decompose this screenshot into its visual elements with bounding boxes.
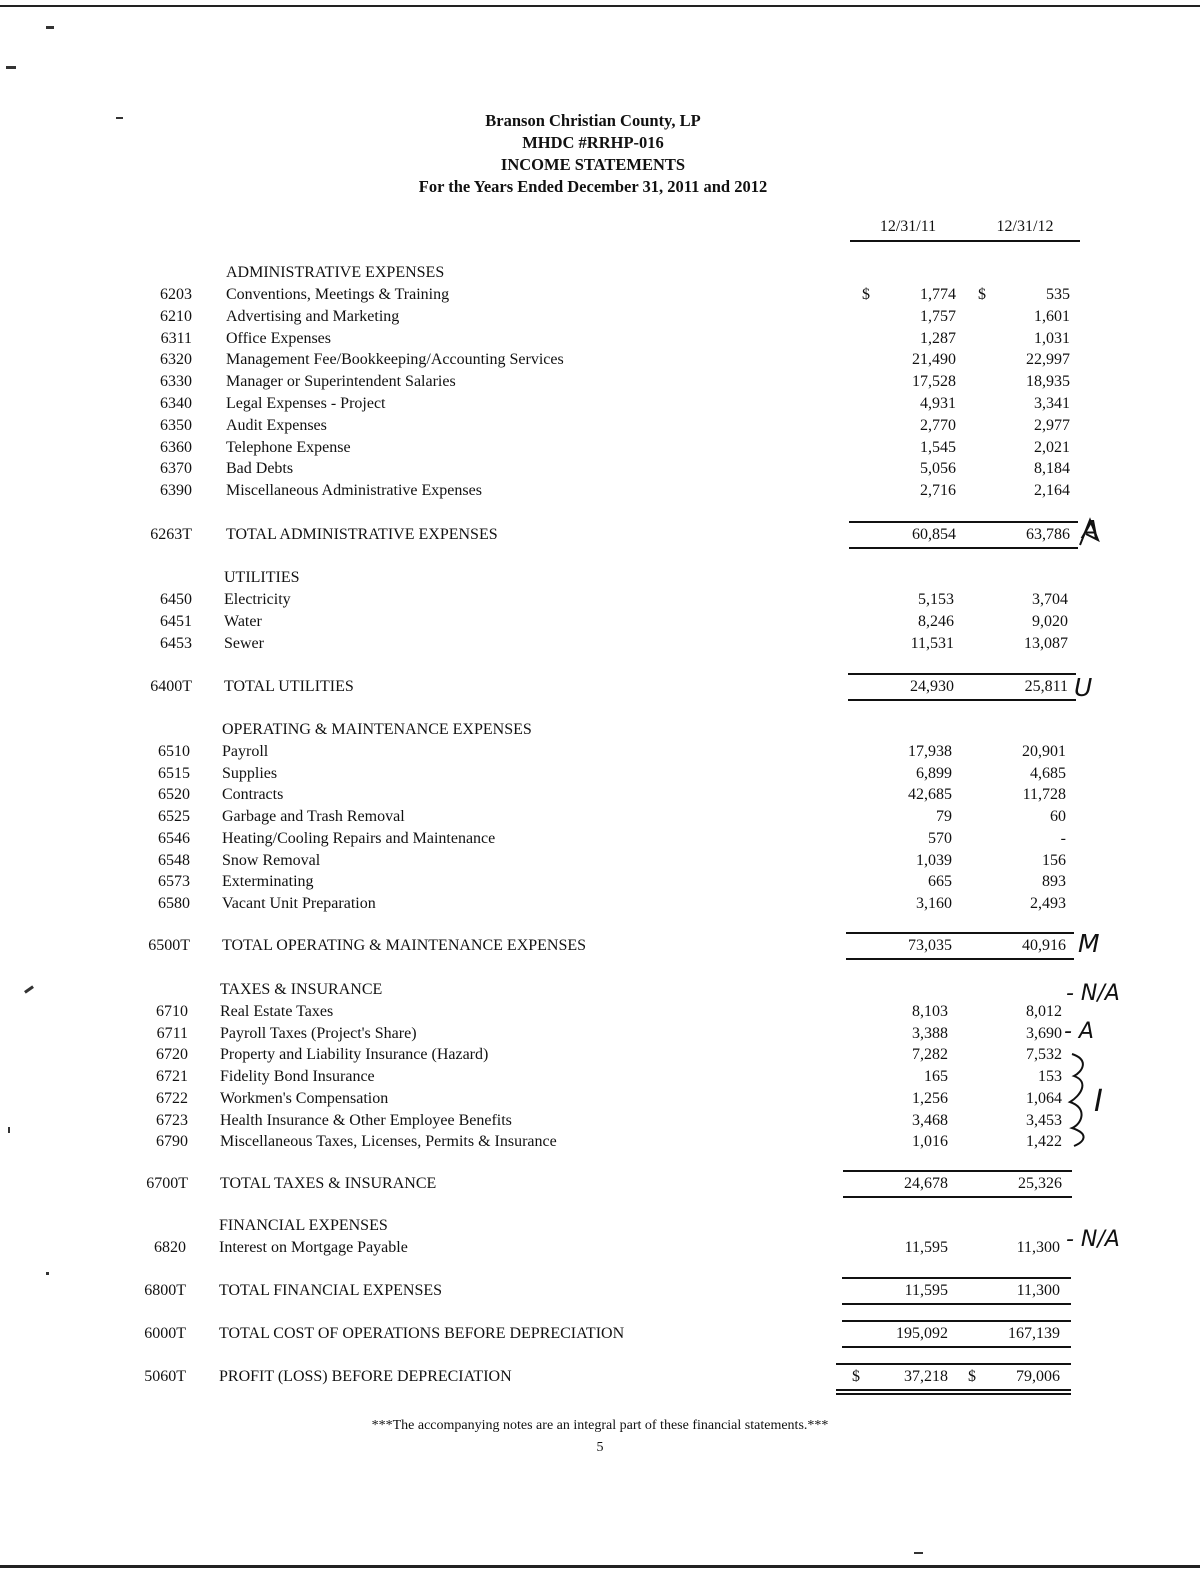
account-label: Telephone Expense bbox=[226, 439, 351, 456]
account-code: 6710 bbox=[156, 1003, 188, 1020]
account-label: Real Estate Taxes bbox=[220, 1003, 334, 1020]
account-code: 6360 bbox=[160, 439, 192, 456]
handwritten-note-interest: - N/A bbox=[1066, 1227, 1120, 1252]
account-label: Sewer bbox=[224, 635, 264, 652]
value-2012: 2,164 bbox=[1034, 482, 1070, 499]
account-code: 6340 bbox=[160, 395, 192, 412]
value-2011: 24,678 bbox=[904, 1175, 948, 1192]
section-heading: OPERATING & MAINTENANCE EXPENSES bbox=[222, 721, 532, 738]
account-label: TOTAL UTILITIES bbox=[224, 678, 354, 695]
account-label: PROFIT (LOSS) BEFORE DEPRECIATION bbox=[219, 1368, 512, 1385]
account-code: 6320 bbox=[160, 351, 192, 368]
value-2012: 535 bbox=[1046, 286, 1070, 303]
account-label: TOTAL ADMINISTRATIVE EXPENSES bbox=[226, 526, 498, 543]
handwritten-note-payroll-taxes: - A bbox=[1064, 1019, 1094, 1044]
value-2012: 7,532 bbox=[1026, 1046, 1062, 1063]
account-label: TOTAL OPERATING & MAINTENANCE EXPENSES bbox=[222, 937, 587, 954]
value-2012: 25,326 bbox=[1018, 1175, 1062, 1192]
account-code: 6711 bbox=[156, 1025, 188, 1042]
account-code: 6573 bbox=[158, 873, 190, 890]
handwritten-note-real-estate: - N/A bbox=[1066, 981, 1120, 1006]
account-label: Fidelity Bond Insurance bbox=[220, 1068, 375, 1085]
currency-symbol: $ bbox=[862, 286, 870, 303]
statement-period: For the Years Ended December 31, 2011 and 2012 bbox=[418, 177, 768, 196]
account-code: 6500T bbox=[148, 937, 190, 954]
account-code: 6723 bbox=[156, 1112, 188, 1129]
account-code: 6450 bbox=[160, 591, 192, 608]
account-code: 6721 bbox=[156, 1068, 188, 1085]
account-code: 6453 bbox=[160, 635, 192, 652]
account-code: 6263T bbox=[150, 526, 192, 543]
account-label: Conventions, Meetings & Training bbox=[226, 286, 450, 303]
value-2012: 167,139 bbox=[1008, 1325, 1060, 1342]
value-2012: 63,786 bbox=[1026, 526, 1070, 543]
account-code: 6722 bbox=[156, 1090, 188, 1107]
value-2012: 22,997 bbox=[1026, 351, 1070, 368]
account-code: 6330 bbox=[160, 373, 192, 390]
currency-symbol: $ bbox=[968, 1368, 976, 1385]
value-2011: 1,287 bbox=[920, 330, 956, 347]
statement-title: INCOME STATEMENTS bbox=[500, 155, 686, 174]
account-label: Electricity bbox=[224, 591, 291, 608]
value-2011: 8,103 bbox=[912, 1003, 948, 1020]
account-code: 6390 bbox=[160, 482, 192, 499]
account-label: Property and Liability Insurance (Hazard) bbox=[220, 1046, 489, 1063]
account-label: TOTAL FINANCIAL EXPENSES bbox=[219, 1282, 443, 1299]
value-2012: 25,811 bbox=[1024, 678, 1068, 695]
account-label: Water bbox=[224, 613, 262, 630]
account-code: 6000T bbox=[144, 1325, 186, 1342]
account-code: 6546 bbox=[158, 830, 190, 847]
account-label: Payroll Taxes (Project's Share) bbox=[220, 1025, 417, 1042]
account-label: Management Fee/Bookkeeping/Accounting Services bbox=[226, 351, 564, 368]
value-2012: 156 bbox=[1042, 852, 1066, 869]
value-2012: - bbox=[1060, 830, 1066, 847]
account-label: Interest on Mortgage Payable bbox=[219, 1239, 408, 1256]
account-label: Office Expenses bbox=[226, 330, 331, 347]
value-2012: 3,704 bbox=[1032, 591, 1068, 608]
column-header-2011: 12/31/11 bbox=[879, 218, 937, 235]
value-2011: 7,282 bbox=[912, 1046, 948, 1063]
value-2011: 665 bbox=[928, 873, 952, 890]
value-2012: 9,020 bbox=[1032, 613, 1068, 630]
value-2012: 11,728 bbox=[1022, 786, 1066, 803]
account-label: TOTAL TAXES & INSURANCE bbox=[220, 1175, 437, 1192]
account-code: 6370 bbox=[160, 460, 192, 477]
value-2011: 3,468 bbox=[912, 1112, 948, 1129]
value-2011: 570 bbox=[928, 830, 952, 847]
value-2012: 1,601 bbox=[1034, 308, 1070, 325]
account-code: 6510 bbox=[158, 743, 190, 760]
account-label: Garbage and Trash Removal bbox=[222, 808, 405, 825]
value-2011: 2,770 bbox=[920, 417, 956, 434]
section-heading: ADMINISTRATIVE EXPENSES bbox=[226, 264, 445, 281]
account-code: 6700T bbox=[146, 1175, 188, 1192]
value-2012: 1,064 bbox=[1026, 1090, 1062, 1107]
value-2011: 24,930 bbox=[910, 678, 954, 695]
value-2012: 2,977 bbox=[1034, 417, 1070, 434]
value-2012: 11,300 bbox=[1016, 1239, 1060, 1256]
value-2011: 11,595 bbox=[904, 1239, 948, 1256]
value-2011: 4,931 bbox=[920, 395, 956, 412]
insurance-brace bbox=[1070, 1054, 1084, 1146]
value-2012: 1,422 bbox=[1026, 1133, 1062, 1150]
value-2012: 3,453 bbox=[1026, 1112, 1062, 1129]
section-heading: TAXES & INSURANCE bbox=[220, 981, 383, 998]
account-label: Vacant Unit Preparation bbox=[222, 895, 376, 912]
value-2011: 21,490 bbox=[912, 351, 956, 368]
account-label: Heating/Cooling Repairs and Maintenance bbox=[222, 830, 496, 847]
account-label: TOTAL COST OF OPERATIONS BEFORE DEPRECIATION bbox=[219, 1325, 625, 1342]
account-label: Audit Expenses bbox=[226, 417, 327, 434]
account-code: 6520 bbox=[158, 786, 190, 803]
value-2012: 40,916 bbox=[1022, 937, 1066, 954]
account-code: 6311 bbox=[160, 330, 192, 347]
page-number: 5 bbox=[596, 1440, 604, 1455]
handwritten-note-insurance: I bbox=[1094, 1084, 1103, 1119]
account-label: Legal Expenses - Project bbox=[226, 395, 386, 412]
value-2011: 17,938 bbox=[908, 743, 952, 760]
value-2011: 1,016 bbox=[912, 1133, 948, 1150]
value-2011: 11,595 bbox=[904, 1282, 948, 1299]
section-heading: FINANCIAL EXPENSES bbox=[219, 1217, 388, 1234]
column-header-2012: 12/31/12 bbox=[996, 218, 1054, 235]
value-2012: 3,690 bbox=[1026, 1025, 1062, 1042]
account-code: 6203 bbox=[160, 286, 192, 303]
value-2011: 1,039 bbox=[916, 852, 952, 869]
account-code: 6580 bbox=[158, 895, 190, 912]
value-2011: 8,246 bbox=[918, 613, 954, 630]
value-2012: 3,341 bbox=[1034, 395, 1070, 412]
value-2011: 79 bbox=[936, 808, 952, 825]
entity-name: Branson Christian County, LP bbox=[485, 111, 701, 130]
footer-notice: ***The accompanying notes are an integral part of these financial statements.*** bbox=[371, 1418, 829, 1433]
value-2012: 1,031 bbox=[1034, 330, 1070, 347]
account-code: 6800T bbox=[144, 1282, 186, 1299]
account-label: Miscellaneous Taxes, Licenses, Permits & Insurance bbox=[220, 1133, 557, 1150]
account-code: 6350 bbox=[160, 417, 192, 434]
value-2011: 1,757 bbox=[920, 308, 956, 325]
value-2011: 5,153 bbox=[918, 591, 954, 608]
value-2012: 893 bbox=[1042, 873, 1066, 890]
account-label: Advertising and Marketing bbox=[226, 308, 400, 325]
value-2012: 8,184 bbox=[1034, 460, 1070, 477]
account-code: 6400T bbox=[150, 678, 192, 695]
value-2011: 3,388 bbox=[912, 1025, 948, 1042]
account-label: Health Insurance & Other Employee Benefits bbox=[220, 1112, 512, 1129]
value-2011: 17,528 bbox=[912, 373, 956, 390]
value-2012: 20,901 bbox=[1022, 743, 1066, 760]
value-2012: 11,300 bbox=[1016, 1282, 1060, 1299]
value-2012: 79,006 bbox=[1016, 1368, 1060, 1385]
account-code: 6548 bbox=[158, 852, 190, 869]
value-2012: 4,685 bbox=[1030, 765, 1066, 782]
value-2012: 153 bbox=[1038, 1068, 1062, 1085]
account-code: 6451 bbox=[160, 613, 192, 630]
handwritten-note-admin: A bbox=[1082, 515, 1100, 544]
value-2011: 60,854 bbox=[912, 526, 956, 543]
account-code: 6720 bbox=[156, 1046, 188, 1063]
account-label: Contracts bbox=[222, 786, 284, 803]
currency-symbol: $ bbox=[978, 286, 986, 303]
value-2011: 73,035 bbox=[908, 937, 952, 954]
value-2011: 11,531 bbox=[910, 635, 954, 652]
value-2011: 37,218 bbox=[904, 1368, 948, 1385]
value-2011: 1,545 bbox=[920, 439, 956, 456]
account-label: Workmen's Compensation bbox=[220, 1090, 389, 1107]
value-2012: 13,087 bbox=[1024, 635, 1068, 652]
value-2011: 5,056 bbox=[920, 460, 956, 477]
value-2012: 60 bbox=[1050, 808, 1066, 825]
account-code: 6210 bbox=[160, 308, 192, 325]
value-2011: 1,774 bbox=[920, 286, 956, 303]
account-label: Bad Debts bbox=[226, 460, 294, 477]
account-label: Miscellaneous Administrative Expenses bbox=[226, 482, 482, 499]
handwritten-note-operating: M bbox=[1078, 929, 1100, 958]
currency-symbol: $ bbox=[852, 1368, 860, 1385]
value-2011: 165 bbox=[924, 1068, 948, 1085]
account-label: Snow Removal bbox=[222, 852, 321, 869]
account-label: Supplies bbox=[222, 765, 278, 782]
handwritten-note-utilities: U bbox=[1074, 673, 1093, 702]
value-2011: 42,685 bbox=[908, 786, 952, 803]
account-code: 6515 bbox=[158, 765, 190, 782]
value-2011: 1,256 bbox=[912, 1090, 948, 1107]
account-code: 5060T bbox=[144, 1368, 186, 1385]
value-2012: 2,021 bbox=[1034, 439, 1070, 456]
value-2012: 2,493 bbox=[1030, 895, 1066, 912]
value-2011: 3,160 bbox=[916, 895, 952, 912]
value-2011: 2,716 bbox=[920, 482, 956, 499]
value-2011: 6,899 bbox=[916, 765, 952, 782]
account-label: Payroll bbox=[222, 743, 269, 760]
account-label: Manager or Superintendent Salaries bbox=[226, 373, 456, 390]
value-2012: 18,935 bbox=[1026, 373, 1070, 390]
account-code: 6525 bbox=[158, 808, 190, 825]
value-2012: 8,012 bbox=[1026, 1003, 1062, 1020]
section-heading: UTILITIES bbox=[224, 569, 300, 586]
account-code: 6790 bbox=[156, 1133, 188, 1150]
project-id: MHDC #RRHP-016 bbox=[522, 133, 664, 152]
account-label: Exterminating bbox=[222, 873, 314, 890]
account-code: 6820 bbox=[154, 1239, 186, 1256]
value-2011: 195,092 bbox=[896, 1325, 948, 1342]
